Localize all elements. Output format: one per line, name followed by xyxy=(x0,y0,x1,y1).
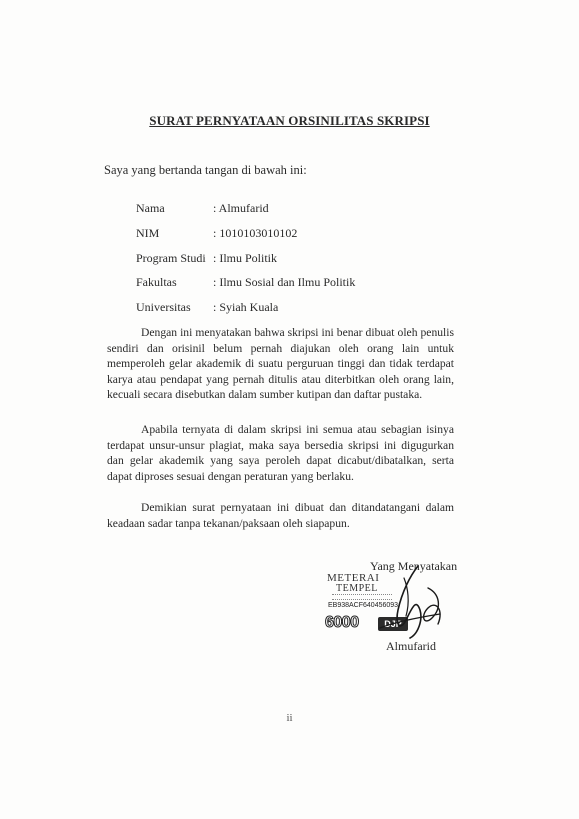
identity-block xyxy=(136,201,355,325)
identity-label: Fakultas xyxy=(136,275,177,290)
identity-value: : Ilmu Sosial dan Ilmu Politik xyxy=(213,275,356,290)
identity-row-university xyxy=(136,300,355,325)
identity-row-program xyxy=(136,251,355,276)
stamp-subtitle: TEMPEL xyxy=(336,583,378,594)
page-number: ii xyxy=(286,712,293,724)
signatory-role: Yang Menyatakan xyxy=(370,559,458,573)
stamp-value: 6000 xyxy=(325,614,359,631)
identity-label: NIM xyxy=(136,225,160,240)
stamp-title: METERAI xyxy=(327,572,380,584)
stamp-serial: EB938ACF640456093 xyxy=(328,602,399,609)
identity-value: : Syiah Kuala xyxy=(213,300,279,315)
plagiarism-paragraph: Apabila ternyata di dalam skripsi ini semua atau sebagian isinya terdapat unsur-unsur plagiat, maka saya bersedia skripsi ini digugurkan dan gelar akademik yang saya peroleh dapat dicabut/dibatalkan, serta dapat diproses sesuai dengan peraturan yang berlaku. xyxy=(107,423,454,483)
signatory-name: Almufarid xyxy=(386,639,436,653)
statement-paragraph: Dengan ini menyatakan bahwa skripsi ini benar dibuat oleh penulis sendiri dan orisinil belum pernah diajukan oleh orang lain untuk memperoleh gelar akademik di suatu perguruan tinggi dan tidak terdapat karya atau pendapat yang pernah ditulis atau diterbitkan oleh orang lain, kecuali secara disebutkan dalam sumber kutipan dan daftar pustaka. xyxy=(107,326,454,402)
intro-text: Saya yang bertanda tangan di bawah ini: xyxy=(104,163,307,177)
identity-label: Universitas xyxy=(136,300,191,315)
document-title: SURAT PERNYATAAN ORSINILITAS SKRIPSI xyxy=(149,113,430,128)
identity-row-faculty xyxy=(136,275,355,300)
identity-row-name xyxy=(136,201,355,226)
handwritten-signature xyxy=(340,558,450,648)
identity-row-nim xyxy=(136,226,355,251)
identity-label: Program Studi xyxy=(136,250,206,265)
identity-value: : 1010103010102 xyxy=(213,225,298,240)
closing-paragraph: Demikian surat pernyataan ini dibuat dan ditandatangani dalam keadaan sadar tanpa tekanan/paksaan oleh siapapun. xyxy=(107,501,454,530)
identity-value: : Almufarid xyxy=(213,201,269,215)
identity-value: : Ilmu Politik xyxy=(213,250,278,265)
djp-logo: DJP xyxy=(378,617,408,631)
identity-label: Nama xyxy=(136,201,165,215)
